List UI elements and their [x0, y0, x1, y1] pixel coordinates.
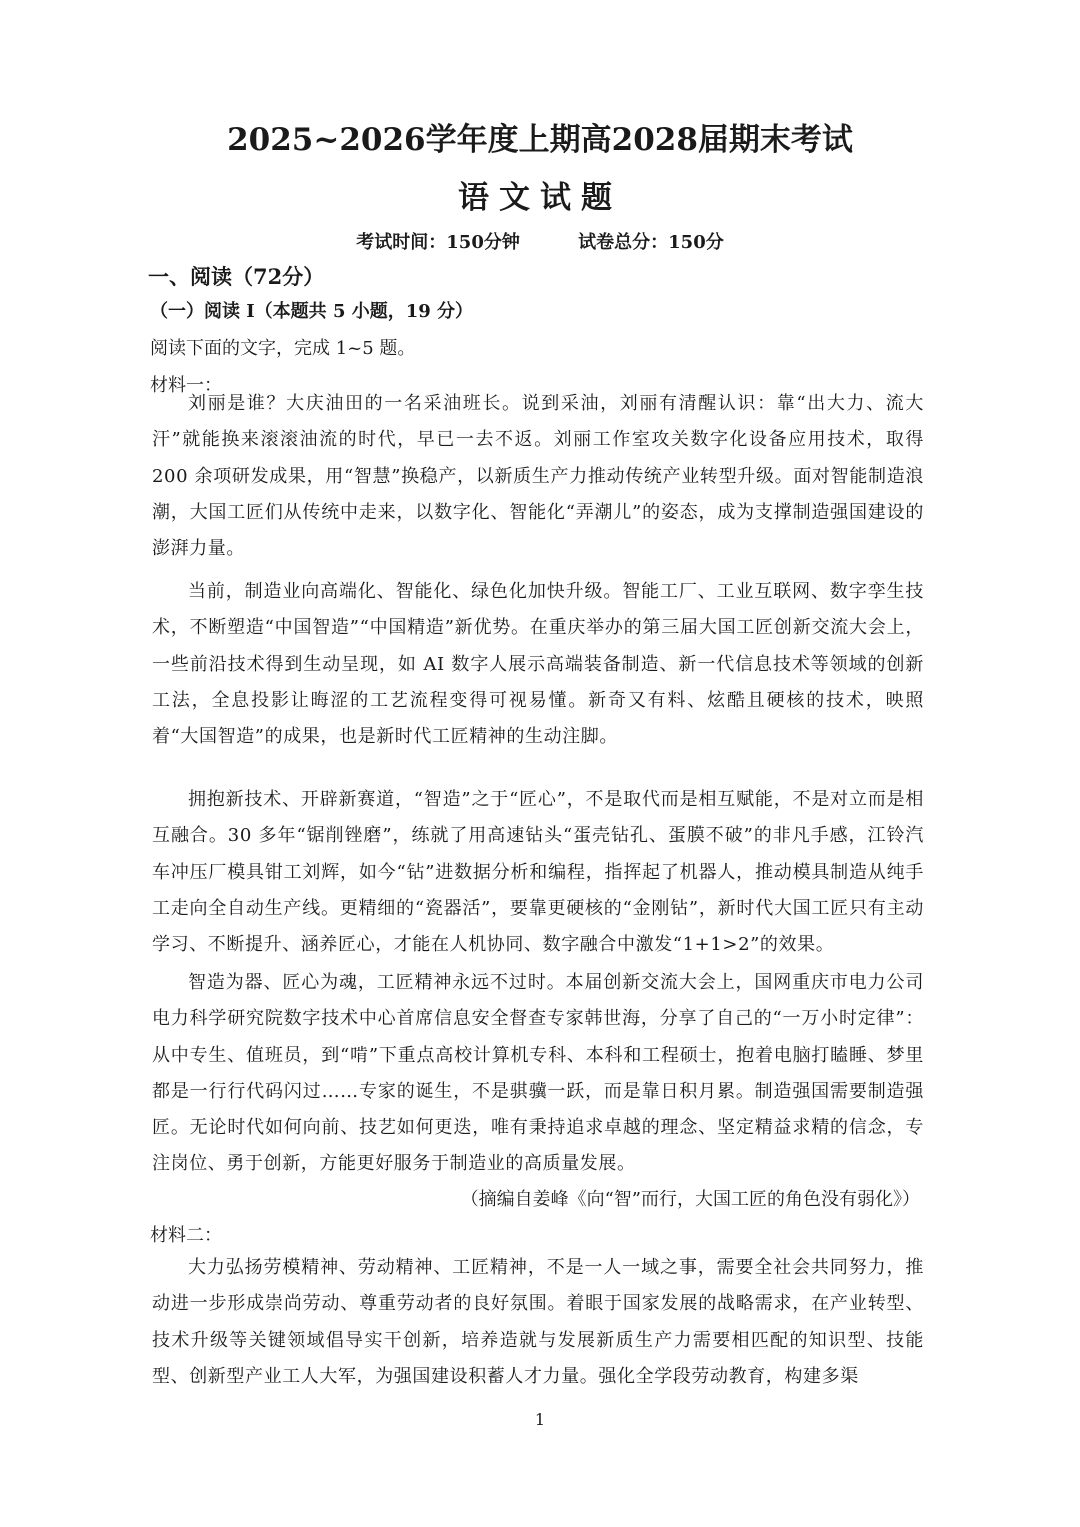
material1-paragraph-4: 智造为器、匠心为魂，工匠精神永远不过时。本届创新交流大会上，国网重庆市电力公司电力科学研究院数字技术中心首席信息安全督查专家韩世海，分享了自己的“一万小时定律”：从中专生、值班员，到“啃”下重点高校计算机专科、本科和工程硕士，抱着电脑打瞌睡、梦里都是一行行代码闪过……专家的诞生，不是骐骥一跃，而是靠日积月累。制造强国需要制造强匠。无论时代如何向前、技艺如何更迭，唯有秉持追求卓越的理念、坚定精益求精的信念，专注岗位、勇于创新，方能更好服务于制造业的高质量发展。 [152, 972, 924, 1175]
material2-paragraph: 大力弘扬劳模精神、劳动精神、工匠精神，不是一人一域之事，需要全社会共同努力，推动进一步形成崇尚劳动、尊重劳动者的良好氛围。着眼于国家发展的战略需求，在产业转型、技术升级等关键领域倡导实干创新，培养造就与发展新质生产力需要相匹配的知识型、技能型、创新型产业工人大军，为强国建设积蓄人才力量。强化全学段劳动教育，构建多渠 [152, 1257, 924, 1387]
material1-source: （摘编自姜峰《向“智”而行，大国工匠的角色没有弱化》） [460, 1189, 920, 1210]
page-number: 1 [534, 1410, 546, 1429]
exam-subject-title: 语文试题 [458, 180, 622, 216]
material1-paragraph-2: 当前，制造业向高端化、智能化、绿色化加快升级。智能工厂、工业互联网、数字孪生技术，不断塑造“中国智造”“中国精造”新优势。在重庆举办的第三届大国工匠创新交流大会上，一些前沿技术得到生动呈现，如 AI 数字人展示高端装备制造、新一代信息技术等领域的创新工法，全息投影让晦涩的工艺流程变得可视易懂。新奇又有料、炫酷且硬核的技术，映照着“大国智造”的成果，也是新时代工匠精神的生动注脚。 [152, 581, 924, 748]
exam-title: 2025~2026学年度上期高2028届期末考试 [227, 122, 853, 158]
total-score: 试卷总分：150分 [578, 232, 724, 253]
subsection-heading: （一）阅读 I（本题共 5 小题，19 分） [150, 301, 474, 322]
exam-info [0, 228, 1080, 254]
section-heading: 一、阅读（72分） [148, 264, 325, 289]
material1-label: 材料一： [150, 375, 222, 396]
exam-time: 考试时间：150分钟 [356, 232, 520, 253]
material1-paragraph-3: 拥抱新技术、开辟新赛道，“智造”之于“匠心”，不是取代而是相互赋能，不是对立而是相互融合。30 多年“锯削锉磨”，练就了用高速钻头“蛋壳钻孔、蛋膜不破”的非凡手感，江铃汽车冲压厂模具钳工刘辉，如今“钻”进数据分析和编程，指挥起了机器人，推动模具制造从纯手工走向全自动生产线。更精细的“瓷器活”，要靠更硬核的“金刚钻”，新时代大国工匠只有主动学习、不断提升、涵养匠心，才能在人机协同、数字融合中激发“1+1>2”的效果。 [152, 789, 924, 956]
reading-instruction: 阅读下面的文字，完成 1~5 题。 [150, 338, 416, 359]
material1-paragraph-1: 刘丽是谁？大庆油田的一名采油班长。说到采油，刘丽有清醒认识：靠“出大力、流大汗”就能换来滚滚油流的时代，早已一去不返。刘丽工作室攻关数字化设备应用技术，取得 200 余项研发成果，用“智慧”换稳产，以新质生产力推动传统产业转型升级。面对智能制造浪潮，大国工匠们从传统中走来，以数字化、智能化“弄潮儿”的姿态，成为支撑制造强国建设的澎湃力量。 [152, 393, 924, 560]
material2-label: 材料二： [150, 1225, 222, 1246]
